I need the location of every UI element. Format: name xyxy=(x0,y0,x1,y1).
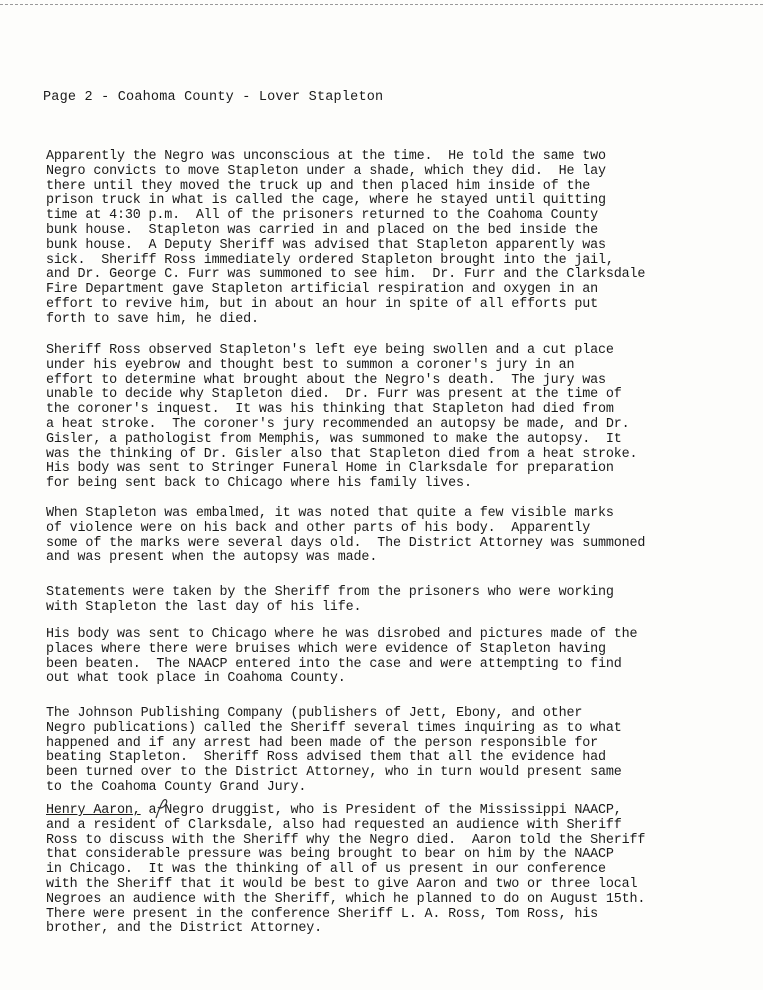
paragraph-7 xyxy=(46,804,645,937)
text-line: When Stapleton was embalmed, it was noted that quite a few visible marks xyxy=(46,506,614,521)
text-line: under his eyebrow and thought best to summon a coroner's jury in an xyxy=(46,357,575,373)
text-line: and a resident of Clarksdale, also had requested an audience with Sheriff xyxy=(46,817,622,833)
text-line: Ross to discuss with the Sheriff why the Negro died. Aaron told the Sheriff xyxy=(46,832,646,848)
text-line: a heat stroke. The coroner's jury recommended an autopsy be made, and Dr. xyxy=(46,416,630,432)
text-line: out what took place in Coahoma County. xyxy=(46,671,346,687)
text-line: effort to determine what brought about the Negro's death. The jury was xyxy=(46,372,606,388)
text-line: beating Stapleton. Sheriff Ross advised them that all the evidence had xyxy=(46,750,606,766)
text-line: bunk house. A Deputy Sheriff was advised that Stapleton apparently was xyxy=(46,237,606,253)
paragraph-3 xyxy=(46,507,645,566)
text-line: of violence were on his back and other parts of his body. Apparently xyxy=(46,520,591,536)
paragraph-2 xyxy=(46,344,637,492)
text-line: was the thinking of Dr. Gisler also that Stapleton died from a heat stroke. xyxy=(46,446,638,462)
text-line: the coroner's inquest. It was his thinking that Stapleton had died from xyxy=(46,402,614,418)
text-line: to the Coahoma County Grand Jury. xyxy=(46,779,307,795)
text-line: with the Sheriff that it would be best to give Aaron and two or three local xyxy=(46,876,638,892)
text-line: time at 4:30 p.m. All of the prisoners returned to the Coahoma County xyxy=(46,208,598,224)
text-line: forth to save him, he died. xyxy=(46,311,259,327)
page-top-edge xyxy=(0,4,763,5)
text-line: been beaten. The NAACP entered into the case and were attempting to find xyxy=(46,656,622,672)
text-line: sick. Sheriff Ross immediately ordered Stapleton brought into the jail, xyxy=(46,252,614,268)
text-line-first xyxy=(46,804,645,819)
text-line: Negroes an audience with the Sheriff, which he planned to do on August 15th. xyxy=(46,891,646,907)
paragraph-5 xyxy=(46,628,637,687)
text-line: brother, and the District Attorney. xyxy=(46,921,322,937)
text-line: places where there were bruises which were evidence of Stapleton having xyxy=(46,641,606,657)
text-line: There were present in the conference Sheriff L. A. Ross, Tom Ross, his xyxy=(46,906,598,922)
first-line-rest: a Negro druggist, who is President of the Mississippi NAACP, xyxy=(140,803,622,818)
text-line: Statements were taken by the Sheriff from the prisoners who were working xyxy=(46,585,614,600)
text-line: Fire Department gave Stapleton artificial respiration and oxygen in an xyxy=(46,282,598,298)
text-line: Negro convicts to move Stapleton under a shade, which they did. He lay xyxy=(46,163,606,179)
text-line: that considerable pressure was being brought to bear on him by the NAACP xyxy=(46,847,614,863)
text-line: unable to decide why Stapleton died. Dr. Furr was present at the time of xyxy=(46,387,622,403)
underlined-name: Henry Aaron, xyxy=(46,803,141,818)
page-header: Page 2 - Coahoma County - Lover Stapleton xyxy=(43,90,384,105)
text-line: The Johnson Publishing Company (publishers of Jett, Ebony, and other xyxy=(46,706,583,721)
text-line: with Stapleton the last day of his life. xyxy=(46,599,362,615)
text-line: bunk house. Stapleton was carried in and placed on the bed inside the xyxy=(46,222,598,238)
text-line: there until they moved the truck up and then placed him inside of the xyxy=(46,178,591,194)
text-line: and was present when the autopsy was made. xyxy=(46,550,378,566)
text-line: Apparently the Negro was unconscious at the time. He told the same two xyxy=(46,149,606,164)
text-line: His body was sent to Stringer Funeral Home in Clarksdale for preparation xyxy=(46,461,614,477)
paragraph-4 xyxy=(46,586,614,616)
text-line: in Chicago. It was the thinking of all of us present in our conference xyxy=(46,862,606,878)
text-line: some of the marks were several days old. The District Attorney was summoned xyxy=(46,535,646,551)
text-line: been turned over to the District Attorney, who in turn would present same xyxy=(46,765,622,781)
text-line: effort to revive him, but in about an hour in spite of all efforts put xyxy=(46,296,598,312)
text-line: and Dr. George C. Furr was summoned to see him. Dr. Furr and the Clarksdale xyxy=(46,267,646,283)
paragraph-6 xyxy=(46,707,622,796)
text-line: Sheriff Ross observed Stapleton's left eye being swollen and a cut place xyxy=(46,343,614,358)
paragraph-1 xyxy=(46,150,645,328)
text-line: prison truck in what is called the cage, where he stayed until quitting xyxy=(46,193,606,209)
text-line: Gisler, a pathologist from Memphis, was summoned to make the autopsy. It xyxy=(46,431,622,447)
text-line: happened and if any arrest had been made of the person responsible for xyxy=(46,735,598,751)
handwritten-mark-icon xyxy=(152,798,172,820)
text-line: for being sent back to Chicago where his family lives. xyxy=(46,476,472,492)
text-line: His body was sent to Chicago where he was disrobed and pictures made of the xyxy=(46,627,638,642)
text-line: Negro publications) called the Sheriff several times inquiring as to what xyxy=(46,720,622,736)
